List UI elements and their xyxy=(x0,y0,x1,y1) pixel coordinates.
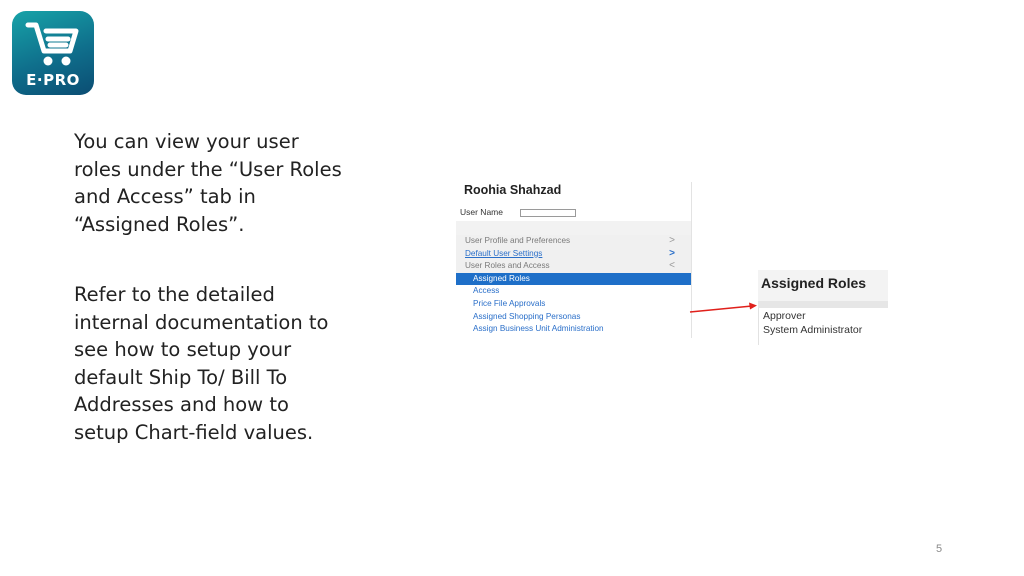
shopping-cart-icon xyxy=(22,19,84,69)
assigned-roles-screenshot xyxy=(758,270,888,345)
menu-item-label: User Roles and Access xyxy=(465,261,550,271)
user-name-field[interactable] xyxy=(520,209,576,217)
instruction-text-documentation: Refer to the detailed internal documentation to see how to setup your default Ship To/ Bill To Addresses and how to setup Chart-field values. xyxy=(74,283,329,444)
menu-item-label: Default User Settings xyxy=(465,248,543,258)
menu-item-default-user-settings[interactable] xyxy=(456,248,691,261)
menu-item-label: Assign Business Unit Administration xyxy=(473,324,604,334)
menu-item-user-roles-access[interactable] xyxy=(456,260,691,273)
chevron-left-icon: < xyxy=(669,260,675,272)
chevron-right-icon: > xyxy=(669,247,675,259)
menu-item-label: Assigned Shopping Personas xyxy=(473,311,581,321)
menu-item-assigned-roles[interactable] xyxy=(456,273,691,286)
role-item: System Administrator xyxy=(763,324,863,336)
menu-item-label: Assigned Roles xyxy=(473,273,530,283)
logo-text: E·PRO xyxy=(26,71,80,89)
role-item: Approver xyxy=(763,310,806,322)
menu-item-price-file-approvals[interactable] xyxy=(456,298,691,311)
instruction-text-roles: You can view your user roles under the “User Roles and Access” tab in “Assigned Roles”. xyxy=(74,130,342,236)
menu-item-user-profile[interactable] xyxy=(456,235,691,248)
user-name-label: User Name xyxy=(460,207,503,217)
assigned-roles-title: Assigned Roles xyxy=(761,275,867,291)
menu-item-assigned-shopping-personas[interactable] xyxy=(456,311,691,324)
menu-item-assign-business-unit-admin[interactable] xyxy=(456,323,691,336)
header-band xyxy=(456,221,691,235)
menu-item-access[interactable] xyxy=(456,285,691,298)
menu-item-label: User Profile and Preferences xyxy=(465,236,571,245)
profile-screenshot xyxy=(456,182,692,338)
menu-item-label: Access xyxy=(473,286,500,296)
profile-user-name: Roohia Shahzad xyxy=(464,183,562,197)
panel-divider xyxy=(691,182,692,338)
assigned-roles-band xyxy=(758,301,888,308)
page-number: 5 xyxy=(936,543,943,555)
chevron-right-icon: > xyxy=(669,235,675,246)
epro-logo xyxy=(12,11,94,95)
assigned-roles-header xyxy=(758,270,888,301)
profile-menu xyxy=(456,235,691,336)
menu-item-label: Price File Approvals xyxy=(473,298,546,308)
